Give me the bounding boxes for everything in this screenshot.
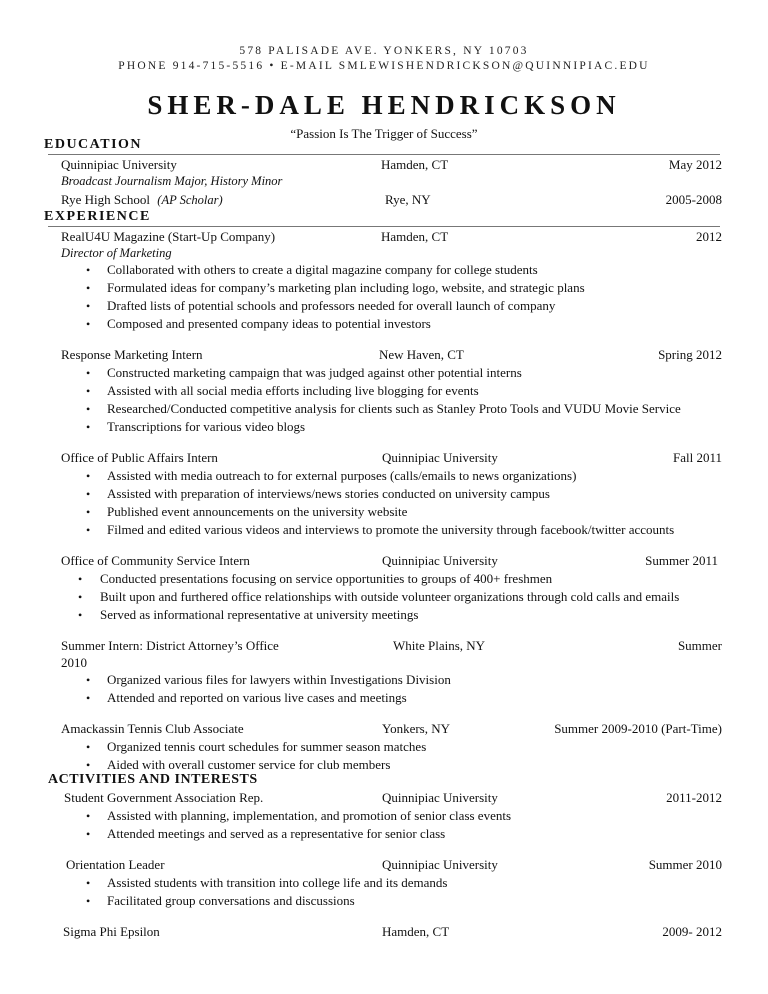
bullet-dot: •	[86, 876, 91, 890]
job-6-location: Yonkers, NY	[382, 721, 451, 736]
edu-org-2-note: (AP Scholar)	[157, 193, 223, 207]
edu-location-2: Rye, NY	[385, 192, 431, 207]
bullet-dot: •	[86, 487, 91, 501]
job-3-date: Fall 2011	[673, 450, 722, 465]
job-1-title: RealU4U Magazine (Start-Up Company)	[61, 229, 276, 244]
bullet-dot: •	[86, 366, 91, 380]
education-heading: EDUCATION	[44, 137, 143, 152]
job-2-location: New Haven, CT	[379, 347, 464, 362]
bullet-dot: •	[86, 317, 91, 331]
edu-org-2	[61, 192, 223, 208]
motto: “Passion Is The Trigger of Success”	[290, 126, 478, 141]
bullet-dot: •	[86, 740, 91, 754]
job-3-bullet-4: Filmed and edited various videos and interviews to promote the university through facebook/twitter accounts	[107, 522, 675, 537]
activity-2-title: Orientation Leader	[66, 857, 165, 872]
job-3-title: Office of Public Affairs Intern	[61, 450, 218, 465]
activity-1-date: 2011-2012	[666, 790, 722, 805]
bullet-dot: •	[86, 827, 91, 841]
job-3-bullet-1: Assisted with media outreach to for external purposes (calls/emails to news organizations)	[107, 468, 577, 483]
edu-org-1: Quinnipiac University	[61, 157, 177, 172]
activity-2-location: Quinnipiac University	[382, 857, 498, 872]
address-line: 578 PALISADE AVE. YONKERS, NY 10703	[239, 45, 529, 57]
job-5-title: Summer Intern: District Attorney’s Office	[61, 638, 279, 653]
job-4-bullet-1: Conducted presentations focusing on service opportunities to groups of 400+ freshmen	[100, 571, 553, 586]
activity-1-title: Student Government Association Rep.	[64, 790, 264, 805]
job-3-location: Quinnipiac University	[382, 450, 498, 465]
job-1-bullet-1: Collaborated with others to create a digital magazine company for college students	[107, 262, 538, 277]
edu-date-2: 2005-2008	[665, 192, 722, 207]
job-3-bullet-3: Published event announcements on the university website	[107, 504, 408, 519]
job-2-bullet-3: Researched/Conducted competitive analysis for clients such as Stanley Proto Tools and VUDU Movie Service	[107, 401, 681, 416]
bullet-dot: •	[86, 281, 91, 295]
job-4-bullet-2: Built upon and furthered office relationships with outside volunteer organizations through cold calls and emails	[100, 589, 680, 604]
job-2-date: Spring 2012	[658, 347, 722, 362]
bullet-dot: •	[86, 505, 91, 519]
activity-1-bullet-1: Assisted with planning, implementation, and promotion of senior class events	[107, 808, 512, 823]
bullet-dot: •	[78, 608, 83, 622]
job-6-title: Amackassin Tennis Club Associate	[61, 721, 244, 736]
bullet-dot: •	[86, 894, 91, 908]
activity-1-location: Quinnipiac University	[382, 790, 498, 805]
job-5-date: Summer	[677, 638, 722, 653]
bullet-dot: •	[86, 420, 91, 434]
edu-detail-1: Broadcast Journalism Major, History Minor	[61, 174, 283, 188]
bullet-dot: •	[78, 590, 83, 604]
job-4-title: Office of Community Service Intern	[61, 553, 250, 568]
experience-rule	[48, 226, 720, 227]
activity-3-location: Hamden, CT	[382, 924, 450, 939]
bullet-dot: •	[86, 758, 91, 772]
education-rule	[48, 154, 720, 155]
job-1-date: 2012	[696, 229, 722, 244]
edu-org-2-name: Rye High School	[61, 192, 151, 207]
bullet-dot: •	[86, 673, 91, 687]
resume-name: SHER-DALE HENDRICKSON	[147, 90, 621, 120]
bullet-dot: •	[86, 523, 91, 537]
job-2-title: Response Marketing Intern	[61, 347, 203, 362]
activity-2-bullet-1: Assisted students with transition into college life and its demands	[107, 875, 448, 890]
edu-location-1: Hamden, CT	[381, 157, 449, 172]
job-1-bullet-2: Formulated ideas for company’s marketing plan including logo, website, and strategic plans	[107, 280, 585, 295]
bullet-dot: •	[86, 691, 91, 705]
experience-heading: EXPERIENCE	[44, 209, 151, 224]
job-2-bullet-4: Transcriptions for various video blogs	[107, 419, 306, 434]
edu-date-1: May 2012	[668, 157, 722, 172]
job-1-bullet-4: Composed and presented company ideas to potential investors	[107, 316, 431, 331]
job-4-location: Quinnipiac University	[382, 553, 498, 568]
job-1-role: Director of Marketing	[61, 246, 172, 260]
activity-1-bullet-2: Attended meetings and served as a representative for senior class	[107, 826, 446, 841]
job-5-bullet-1: Organized various files for lawyers within Investigations Division	[107, 672, 451, 687]
bullet-dot: •	[86, 402, 91, 416]
activities-heading: ACTIVITIES AND INTERESTS	[48, 772, 258, 787]
job-6-bullet-1: Organized tennis court schedules for summer season matches	[107, 739, 427, 754]
job-4-date: Summer 2011	[645, 553, 718, 568]
bullet-dot: •	[86, 384, 91, 398]
job-2-bullet-2: Assisted with all social media efforts including live blogging for events	[107, 383, 479, 398]
bullet-dot: •	[86, 263, 91, 277]
job-5-location: White Plains, NY	[393, 638, 486, 653]
activity-3-title: Sigma Phi Epsilon	[63, 924, 160, 939]
activity-2-date: Summer 2010	[648, 857, 722, 872]
job-1-location: Hamden, CT	[381, 229, 449, 244]
job-6-bullet-2: Aided with overall customer service for club members	[107, 757, 391, 772]
bullet-dot: •	[86, 299, 91, 313]
bullet-dot: •	[86, 469, 91, 483]
job-4-bullet-3: Served as informational representative at university meetings	[100, 607, 419, 622]
job-5-date-cont: 2010	[61, 655, 87, 670]
bullet-dot: •	[78, 572, 83, 586]
phone-email-line: PHONE 914-715-5516 • E-MAIL SMLEWISHENDRICKSON@QUINNIPIAC.EDU	[118, 60, 650, 72]
bullet-dot: •	[86, 809, 91, 823]
job-6-date: Summer 2009-2010 (Part-Time)	[554, 721, 722, 736]
activity-3-date: 2009- 2012	[662, 924, 722, 939]
job-3-bullet-2: Assisted with preparation of interviews/news stories conducted on university campus	[107, 486, 550, 501]
activity-2-bullet-2: Facilitated group conversations and discussions	[107, 893, 355, 908]
job-1-bullet-3: Drafted lists of potential schools and professors needed for overall launch of company	[107, 298, 556, 313]
job-2-bullet-1: Constructed marketing campaign that was judged against other potential interns	[107, 365, 522, 380]
job-5-bullet-2: Attended and reported on various live cases and meetings	[107, 690, 407, 705]
